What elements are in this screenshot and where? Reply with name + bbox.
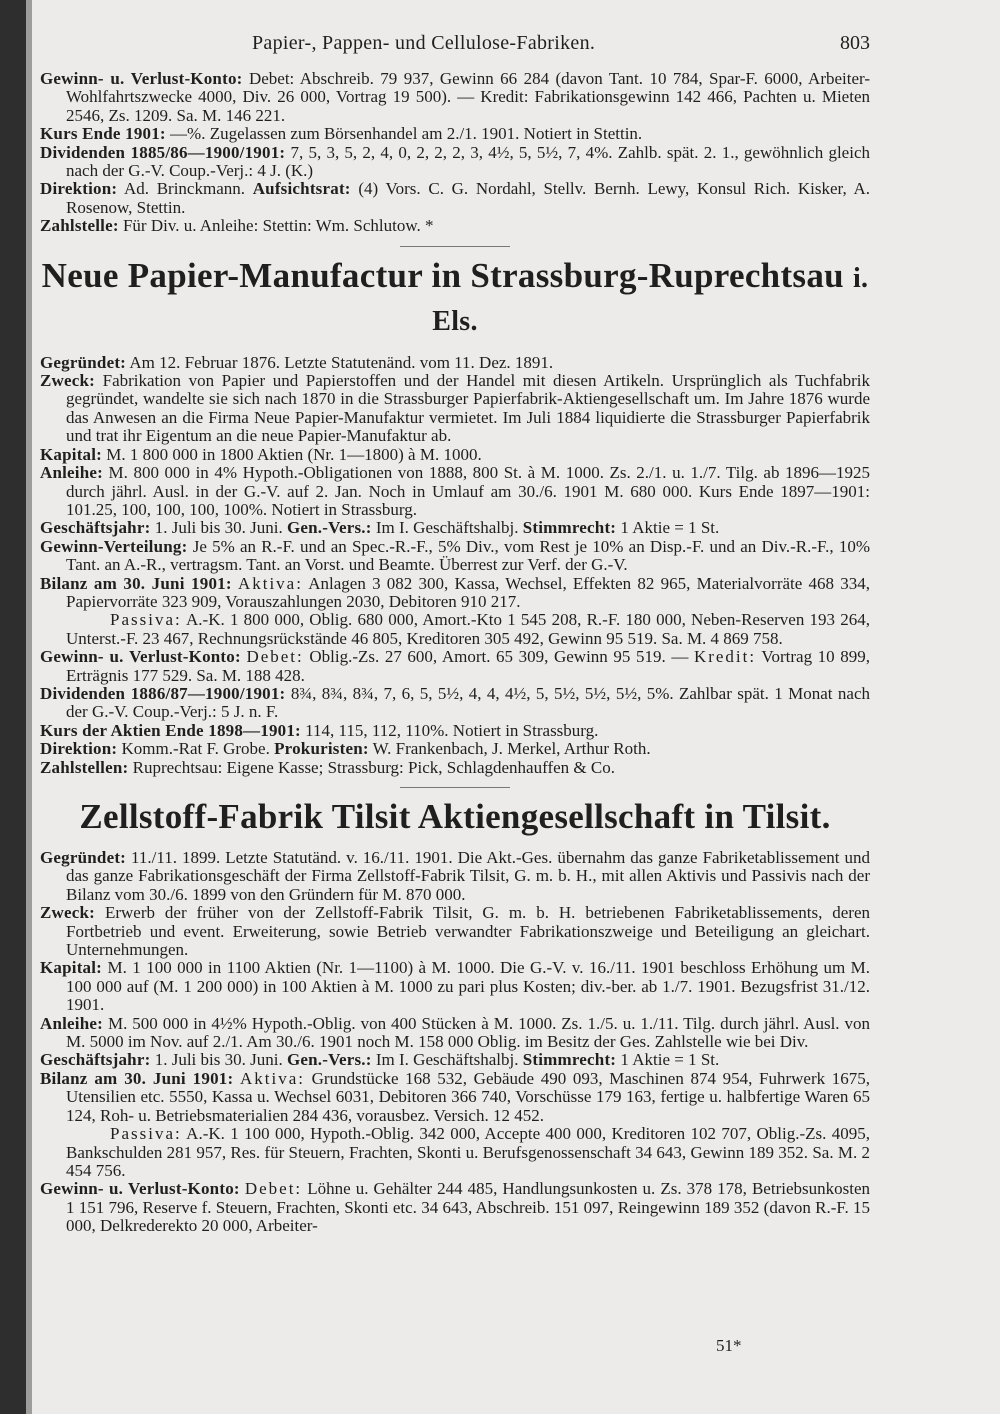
page-body [40,70,870,1236]
entry-label: Kapital: [40,958,103,978]
entry-label: Geschäftsjahr: [40,1050,151,1070]
passiva-label: Passiva: [110,610,182,630]
book-gutter [0,0,26,1414]
entry-text: Je 5% an R.-F. und an Spec.-R.-F., 5% Div., vom Rest je 10% an Disp.-F. und an Div.-R.-F., 10% Tant. an A.-R., vertragsm. Tant. an Vorst. und Beamte. Überrest zur Verf. der G.-V. [66,536,871,575]
kredit-label: Kredit: [693,647,757,667]
section-divider [400,787,510,788]
entry-label: Gewinn-Verteilung: [40,536,188,556]
entry-text: M. 800 000 in 4% Hypoth.-Obligationen von 1888, 800 St. à M. 1000. Zs. 2./1. u. 1./7. Tilg. ab 1896—1925 durch jährl. Ausl. in der G.-V. auf 2. Jan. Noch in Umlauf am 30./6. 1901 M. 680 000. Kurs Ende 1897—1901: 101.25, 100, 100, 100, 100%. Notiert in Strassburg. [66,463,870,519]
signature-mark: 51* [716,1336,742,1355]
entry-gewinn-verlust-konto [40,70,870,125]
entry-label: Gen.-Vers.: [286,518,372,538]
entry-gegruendet [40,849,870,904]
entry-bilanz [40,575,870,612]
entry-text: 114, 115, 112, 110%. Notiert in Strassburg. [305,720,599,740]
entry-label: Zahlstellen: [40,757,129,777]
entry-gewinn-verlust-konto [40,648,870,685]
entry-text: M. 500 000 in 4½% Hypoth.-Oblig. von 400 Stücken à M. 1000. Zs. 1./5. u. 1./11. Tilg. durch jährl. Ausl. von M. 5000 im Nov. auf 2./1. Am 30./6. 1901 noch M. 158 000 Oblig. im Besitz der Ges. Zahlstelle wie bei Div. [66,1013,871,1052]
entry-label: Gegründet: [40,848,127,867]
company-title-main: Neue Papier-Manufactur in Strassburg-Ruprechtsau [41,255,844,295]
entry-kapital [40,446,870,464]
entry-label: Anleihe: [40,463,103,483]
entry-label: Kurs Ende 1901: [40,124,166,144]
entry-label: Aufsichtsrat: [252,179,351,199]
entry-label: Anleihe: [40,1013,103,1033]
entry-text: Löhne u. Gehälter 244 485, Handlungsunkosten u. Zs. 378 178, Betriebsunkosten 1 151 796, Reserve f. Steuern, Frachten, Skonti etc. 34 643, Abschreib. 151 097, Reingewinn 189 352 (davon R.-F. 15 000, Delkrederekto 20 000, Arbeiter- [66,1179,871,1236]
aktiva-label: Aktiva: [240,1068,305,1088]
entry-text: Grundstücke 168 532, Gebäude 490 093, Maschinen 874 954, Fuhrwerk 1675, Utensilien etc. 5550, Kassa u. Wechsel 6031, Debitoren 366 740, Vorschüsse 179 163, fertige u. halbfertige Waren 65 124, Roh- u. Betriebsmaterialien 284 436, vorausbez. Versich. 12 452. [66,1068,870,1125]
section-divider [400,246,510,247]
entry-zahlstellen [40,759,870,777]
entry-text: M. 1 800 000 in 1800 Aktien (Nr. 1—1800) à M. 1000. [106,444,482,464]
entry-text: Oblig.-Zs. 27 600, Amort. 65 309, Gewinn 95 519. — [309,647,689,667]
entry-zahlstelle [40,217,870,235]
entry-text: W. Frankenbach, J. Merkel, Arthur Roth. [372,739,651,759]
entry-passiva [40,611,870,648]
entry-bilanz [40,1070,870,1125]
document-page [40,0,970,1414]
entry-direktion [40,740,870,758]
passiva-label: Passiva: [110,1124,182,1144]
entry-label: Zahlstelle: [40,216,119,236]
entry-text: Für Div. u. Anleihe: Stettin: Wm. Schlutow. * [122,216,434,236]
entry-label: Gewinn- u. Verlust-Konto: [40,1179,240,1199]
entry-text: Komm.-Rat F. Grobe. [121,739,270,759]
entry-label: Zweck: [40,903,96,923]
entry-text: A.-K. 1 800 000, Oblig. 680 000, Amort.-Kto 1 545 208, R.-F. 180 000, Neben-Reserven 193 264, Unterst.-F. 23 467, Rechnungsrückstände 46 805, Kreditoren 305 492, Gewinn 95 519. Sa. M. 4 869 758. [66,610,871,648]
entry-text: 11./11. 1899. Letzte Statutänd. v. 16./11. 1901. Die Akt.-Ges. übernahm das ganze Fabriketablissement und das ganze Fabrikationsgeschäft der Firma Zellstoff-Fabrik Tilsit, G. m. b. H., mit allen Aktivis und Passivis nach der Bilanz vom 30./6. 1899 von den Gründern für M. 870 000. [66,848,870,904]
entry-text: Vortrag 10 899, Erträgnis 177 529. Sa. M. 188 428. [66,647,870,685]
entry-text: 7, 5, 3, 5, 2, 4, 0, 2, 2, 2, 3, 4½, 5, 5½, 7, 4%. Zahlb. spät. 2. 1., gewöhnlich gleich nach der G.-V. Coup.-Verj.: 4 J. (K.) [66,142,870,181]
entry-label: Direktion: [40,739,118,759]
debet-label: Debet: [246,647,304,667]
entry-label: Prokuristen: [274,739,369,759]
entry-kurs [40,722,870,740]
entry-text: Debet: Abschreib. 79 937, Gewinn 66 284 (davon Tant. 10 784, Spar-F. 6000, Arbeiter-Wohlfahrtszwecke 4000, Div. 26 000, Vortrag 19 500). — Kredit: Fabrikationsgewinn 142 466, Pachten u. Mieten 2546, Zs. 1209. Sa. M. 146 221. [66,69,871,125]
entry-label: Kurs der Aktien Ende 1898—1901: [40,720,301,740]
entry-dividenden [40,685,870,722]
entry-label: Bilanz am 30. Juni 1901: [40,573,232,593]
entry-zweck [40,372,870,446]
aktiva-label: Aktiva: [237,573,303,593]
page-header [40,32,870,62]
entry-label: Gen.-Vers.: [286,1050,372,1070]
entry-text: Ad. Brinckmann. [124,179,245,199]
entry-gewinn-verlust-konto [40,1180,870,1235]
entry-zweck [40,904,870,959]
entry-label: Gewinn- u. Verlust-Konto: [40,647,241,667]
entry-label: Dividenden 1885/86—1900/1901: [40,142,286,162]
debet-label: Debet: [244,1179,303,1199]
entry-anleihe [40,464,870,519]
entry-gegruendet [40,354,870,372]
entry-label: Geschäftsjahr: [40,518,151,538]
entry-text: M. 1 100 000 in 1100 Aktien (Nr. 1—1100) à M. 1000. Die G.-V. v. 16./11. 1901 beschloss Erhöhung um M. 100 000 auf (M. 1 200 000) in 100 Aktien à M. 1000 zu pari plus Kosten; div.-ber. ab 1./7. 1901. Bezugsfrist 31./12. 1901. [66,958,871,1015]
entry-text: Ruprechtsau: Eigene Kasse; Strassburg: Pick, Schlagdenhauffen & Co. [132,757,615,777]
entry-text: 1. Juli bis 30. Juni. [154,518,283,538]
entry-label: Zweck: [40,371,96,391]
entry-geschaeftsjahr [40,1051,870,1069]
entry-label: Bilanz am 30. Juni 1901: [40,1068,234,1088]
entry-label: Gegründet: [40,352,127,372]
entry-text: 1 Aktie = 1 St. [620,1050,720,1070]
entry-geschaeftsjahr [40,519,870,537]
company-title: Zellstoff-Fabrik Tilsit Aktiengesellschaft in Tilsit. [79,797,831,836]
company-title-suffix: i. Els. [432,262,869,337]
entry-kurs [40,125,870,143]
entry-label: Kapital: [40,444,103,464]
entry-gewinn-verteilung [40,538,870,575]
entry-label: Gewinn- u. Verlust-Konto: [40,69,243,88]
entry-text: 8¾, 8¾, 8¾, 7, 6, 5, 5½, 4, 4, 4½, 5, 5½, 5½, 5½, 5%. Zahlbar spät. 1 Monat nach der G.-V. Coup.-Verj.: 5 J. n. F. [66,683,871,722]
entry-kapital [40,959,870,1014]
entry-text: Fabrikation von Papier und Papierstoffen und der Handel mit diesen Artikeln. Ursprünglich als Tuchfabrik gegründet, wandelte sie sich nach 1870 in die Strassburger Papierfabrik-Aktiengesellschaft um. Im Jahre 1876 wurde das Anwesen an die Firma Neue Papier-Manufaktur vermietet. Im Juli 1884 liquidierte die Strassburger Papierfabrik und trat ihr Eigentum an die neue Papier-Manufaktur ab. [66,371,871,446]
entry-text: Im I. Geschäftshalbj. [375,518,519,538]
entry-label: Dividenden 1886/87—1900/1901: [40,683,286,703]
page-number: 803 [840,32,870,54]
entry-text: —%. Zugelassen zum Börsenhandel am 2./1. 1901. Notiert in Stettin. [170,124,643,144]
entry-label: Direktion: [40,179,118,199]
company-title [40,256,870,342]
entry-dividenden [40,144,870,181]
entry-text: 1 Aktie = 1 St. [620,518,720,538]
entry-direktion [40,180,870,217]
entry-text: 1. Juli bis 30. Juni. [154,1050,283,1070]
entry-label: Stimmrecht: [522,518,617,538]
entry-text: Erwerb der früher von der Zellstoff-Fabrik Tilsit, G. m. b. H. betriebenen Fabriketablissements, deren Fortbetrieb und event. Erweiterung, sowie Betrieb verwandter Fabrikationszweige und Beteiligung an gleichart. Unternehmungen. [66,903,870,960]
entry-text: Am 12. Februar 1876. Letzte Statutenänd. vom 11. Dez. 1891. [129,352,554,372]
entry-label: Stimmrecht: [522,1050,617,1070]
gutter-edge [26,0,32,1414]
entry-text: Im I. Geschäftshalbj. [375,1050,519,1070]
entry-text: (4) Vors. C. G. Nordahl, Stellv. Bernh. Lewy, Konsul Rich. Kisker, A. Rosenow, Stettin. [66,179,870,217]
entry-passiva [40,1125,870,1180]
entry-text: A.-K. 1 100 000, Hypoth.-Oblig. 342 000, Accepte 400 000, Kreditoren 102 707, Oblig.-Zs. 4095, Bankschulden 281 957, Res. für Steuern, Frachten, Skonti u. Berufsgenossenschaft 34 643, Gewinn 189 352. Sa. M. 2 454 756. [66,1124,870,1180]
entry-text: Anlagen 3 082 300, Kassa, Wechsel, Effekten 82 965, Materialvorräte 468 334, Papiervorräte 323 909, Vorauszahlungen 2030, Debitoren 910 217. [66,573,871,611]
entry-anleihe [40,1015,870,1052]
running-title: Papier-, Pappen- und Cellulose-Fabriken. [252,32,596,54]
